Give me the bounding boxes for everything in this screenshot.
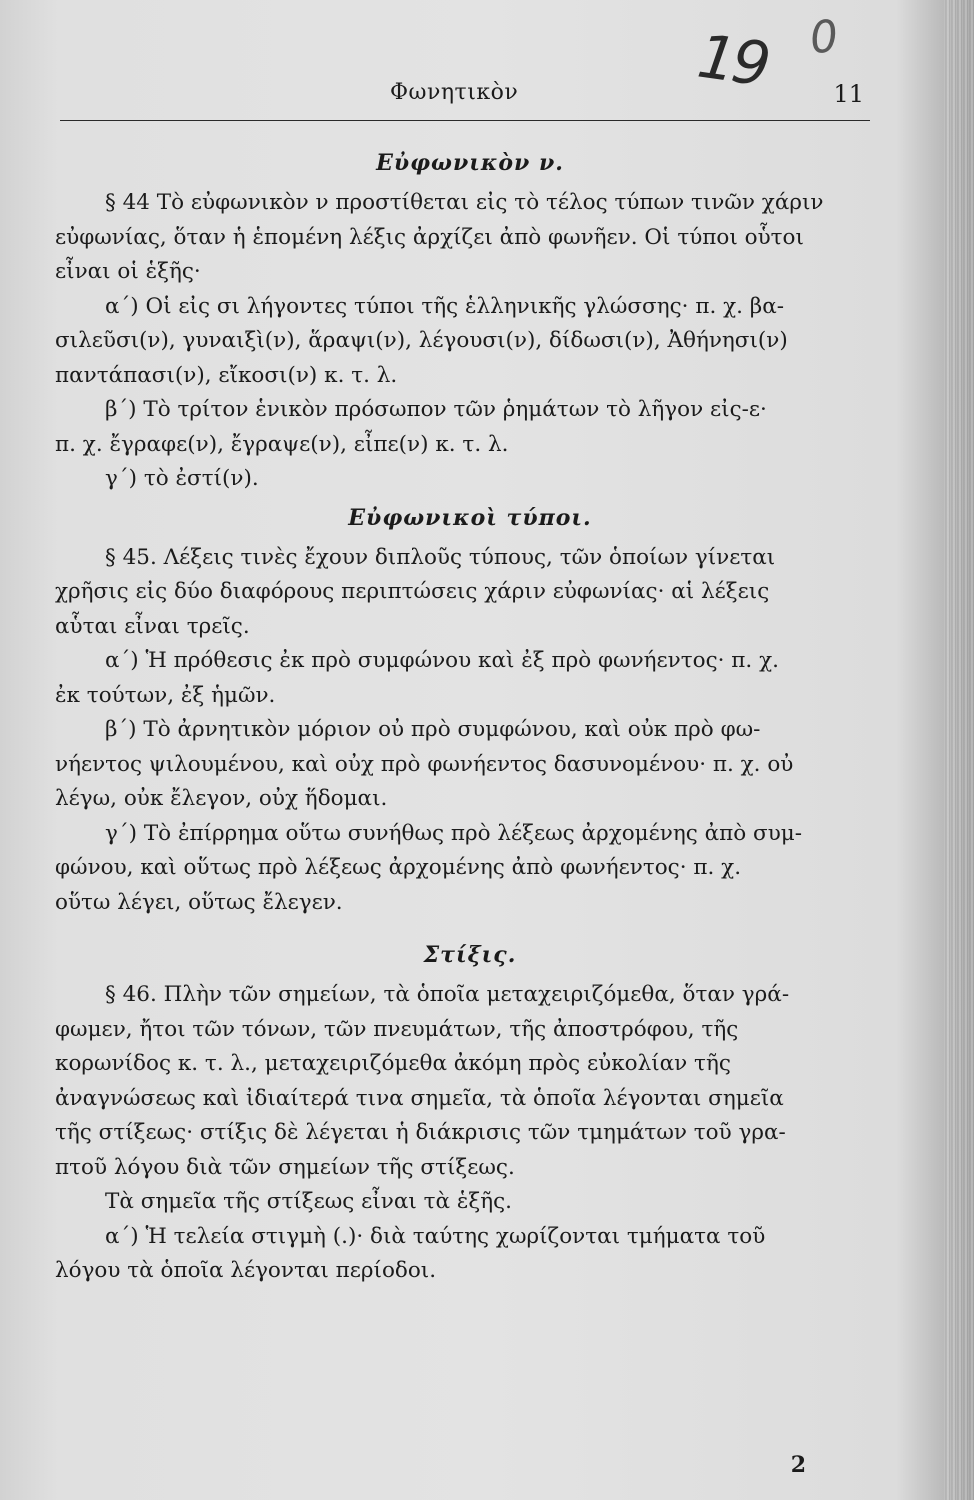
paragraph-line: § 44 Τὸ εὐφωνικὸν ν προστίθεται εἰς τὸ τέλος τύπων τινῶν χάριν xyxy=(105,190,824,215)
paragraph-line: εὐφωνίας, ὅταν ἡ ἑπομένη λέξις ἀρχίζει ἀπὸ φωνῆεν. Οἱ τύποι οὗτοι xyxy=(55,224,804,250)
paragraph-line: β´) Τὸ ἀρνητικὸν μόριον οὐ πρὸ συμφώνου, καὶ οὐκ πρὸ φω- xyxy=(105,717,761,742)
paragraph-line: χρῆσις εἰς δύο διαφόρους περιπτώσεις χάριν εὐφωνίας· αἱ λέξεις xyxy=(55,579,770,604)
paragraph-line: λέγω, οὐκ ἔλεγον, οὐχ ἥδομαι. xyxy=(55,786,388,811)
paragraph-line: παντάπασι(ν), εἴκοσι(ν) κ. τ. λ. xyxy=(55,362,398,388)
handwritten-pencil-mark-secondary: 0 xyxy=(807,10,841,65)
paragraph-line: πτοῦ λόγου διὰ τῶν σημείων τῆς στίξεως. xyxy=(55,1154,515,1180)
section-heading: Εὐφωνικοὶ τύποι. xyxy=(348,504,592,531)
paragraph-line: γ´) τὸ ἐστί(ν). xyxy=(105,466,259,491)
paragraph-line: αὗται εἶναι τρεῖς. xyxy=(55,613,250,639)
paragraph-line: § 46. Πλὴν τῶν σημείων, τὰ ὁποῖα μεταχειριζόμεθα, ὅταν γρά- xyxy=(105,982,790,1007)
page-number: 11 xyxy=(833,80,864,108)
paragraph-line: § 45. Λέξεις τινὲς ἔχουν διπλοῦς τύπους, τῶν ὁποίων γίνεται xyxy=(105,544,776,570)
paragraph-line: κορωνίδος κ. τ. λ., μεταχειριζόμεθα ἀκόμη πρὸς εὐκολίαν τῆς xyxy=(55,1051,731,1076)
paragraph-line: α´) Οἱ εἰς σι λήγοντες τύποι τῆς ἑλληνικῆς γλώσσης· π. χ. βα- xyxy=(105,293,785,319)
paragraph-line: ἐκ τούτων, ἐξ ἡμῶν. xyxy=(55,682,276,708)
section-heading: Εὐφωνικὸν ν. xyxy=(376,150,564,176)
body-text xyxy=(55,150,885,1289)
paragraph-line: λόγου τὰ ὁποῖα λέγονται περίοδοι. xyxy=(55,1258,437,1283)
paragraph-line: φώνου, καὶ οὕτως πρὸ λέξεως ἀρχομένης ἀπὸ φωνήεντος· π. χ. xyxy=(55,855,742,880)
paragraph-line: εἶναι οἱ ἑξῆς· xyxy=(55,259,201,284)
running-title: Φωνητικὸν xyxy=(390,80,519,105)
paragraph-line: γ´) Τὸ ἐπίρρημα οὕτω συνήθως πρὸ λέξεως ἀρχομένης ἀπὸ συμ- xyxy=(105,820,803,846)
running-head xyxy=(60,10,870,121)
paragraph-line: τῆς στίξεως· στίξις δὲ λέγεται ἡ διάκρισις τῶν τμημάτων τοῦ γρα- xyxy=(55,1120,786,1145)
paragraph-line: β´) Τὸ τρίτον ἑνικὸν πρόσωπον τῶν ῥημάτων τὸ λῆγον εἰς-ε· xyxy=(105,397,767,422)
paragraph-line: ἀναγνώσεως καὶ ἰδιαίτερά τινα σημεῖα, τὰ ὁποῖα λέγονται σημεῖα xyxy=(55,1085,784,1111)
paragraph-line: οὕτω λέγει, οὕτως ἔλεγεν. xyxy=(55,889,343,915)
paragraph-line: α´) Ἡ τελεία στιγμὴ (.)· διὰ ταύτης χωρίζονται τμήματα τοῦ xyxy=(105,1223,766,1249)
paragraph-line: Τὰ σημεῖα τῆς στίξεως εἶναι τὰ ἑξῆς. xyxy=(105,1189,512,1214)
section-heading: Στίξις. xyxy=(423,942,517,968)
paragraph-line: φωμεν, ἤτοι τῶν τόνων, τῶν πνευμάτων, τῆς ἀποστρόφου, τῆς xyxy=(55,1016,739,1042)
handwritten-pencil-mark: 19 xyxy=(693,21,771,101)
paragraph-line: νήεντος ψιλουμένου, καὶ οὐχ πρὸ φωνήεντος δασυνομένου· π. χ. οὐ xyxy=(55,751,794,777)
signature-mark: 2 xyxy=(790,1452,806,1478)
paragraph-line: π. χ. ἔγραφε(ν), ἔγραψε(ν), εἶπε(ν) κ. τ. λ. xyxy=(55,431,509,457)
page-edge-shadow xyxy=(944,0,974,1500)
paragraph-line: σιλεῦσι(ν), γυναιξὶ(ν), ἅραψι(ν), λέγουσι(ν), δίδωσι(ν), Ἀθήνησι(ν) xyxy=(55,328,788,353)
paragraph-line: α´) Ἡ πρόθεσις ἐκ πρὸ συμφώνου καὶ ἐξ πρὸ φωνήεντος· π. χ. xyxy=(105,648,779,673)
